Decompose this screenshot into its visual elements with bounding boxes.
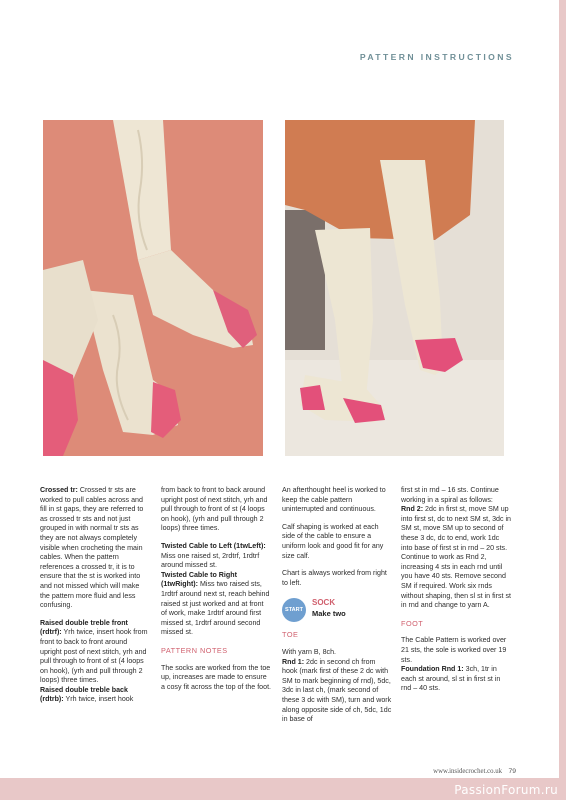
rdtrf-paragraph (40, 619, 150, 686)
crossed-tr-text: Crossed tr sts are worked to pull cables across and fill in st gaps, they are referred to as crossed tr sts and not just grouped in with normal tr sts as they are not always completely visible when crocheting the main cables. When the pattern references a crossed tr, it is to ensure that the st is worked into and not missed which will make the pattern more fluid and less confusing. (40, 486, 144, 610)
rnd1-paragraph (282, 658, 392, 725)
page-edge-border (559, 0, 566, 800)
twleft-paragraph (161, 542, 271, 571)
rdtrb-paragraph (40, 686, 150, 705)
rdtrf-text: Yrh twice, insert hook from front to back to front around upright post of next stitch, yrh and pull through to front of st (4 loops on hook), (yrh and pull through 2 loops) three times. (40, 628, 148, 685)
section-header: PATTERN INSTRUCTIONS (359, 52, 514, 62)
foot-text: The Cable Pattern is worked over 21 sts, the sole is worked over 19 sts. (401, 636, 507, 664)
pattern-notes-text: The socks are worked from the toe up, increases are made to ensure a cosy fit across the top of the foot. (161, 663, 272, 691)
term-rdtrf: Raised double treble front (rdtrf): (40, 618, 128, 637)
start-badge: START (282, 598, 306, 622)
sock-heading-row (282, 596, 392, 626)
chart-paragraph: Chart is always worked from right to left. (282, 569, 387, 587)
rnd2-text: 2dc in first st, move SM up into first st, dc to next SM st, 3dc in SM st, move SM up to second of these 3 dc, dc to end, work 1dc into base of first st in rnd – 20 sts. Continue to work as Rnd 2, increasing 4 sts in each rnd until you have 40 sts. Remove second SM if required. Work six rnds without shaping, then sl st in first st in rnd and change to yarn A. (401, 505, 512, 610)
term-rnd2: Rnd 2: (401, 505, 424, 514)
sock-heading: SOCK (312, 598, 336, 608)
term-crossed-tr: Crossed tr: (40, 486, 78, 494)
rdtrb-text: Yrh twice, insert hook (63, 695, 134, 704)
heel-paragraph: An afterthought heel is worked to keep the cable pattern uninterrupted and continuous. (282, 486, 386, 514)
photo-socks-worn (285, 120, 504, 456)
toe-yarn-text: With yarn B, 8ch. (282, 647, 337, 656)
crossed-tr-paragraph (40, 486, 150, 611)
foot-heading: FOOT (401, 618, 424, 628)
term-foundation-rnd1: Foundation Rnd 1: (401, 665, 464, 674)
term-rnd1: Rnd 1: (282, 657, 305, 666)
spiral-paragraph: first st in rnd – 16 sts. Continue working in a spiral as follows: (401, 486, 499, 504)
footer-website: www.insidecrochet.co.uk (433, 768, 502, 775)
twright-paragraph (161, 571, 271, 638)
sock-subheading: Make two (312, 609, 346, 619)
calf-paragraph: Calf shaping is worked at each side of the cable to ensure a uniform look and good fit for any size calf. (282, 522, 384, 560)
text-column-1 (40, 486, 150, 713)
twleft-text: Miss one raised st, 2rdtrf, 1rdtrf around missed st. (161, 551, 260, 570)
pattern-notes-heading: PATTERN NOTES (161, 645, 228, 655)
twright-text: Miss two raised sts, 1rdtrf around next st, reach behind raised st just worked and at front of work, make 1rdtrf around first missed st, 1rdtrf around second missed st. (161, 580, 270, 637)
foundation-rnd1-paragraph (401, 665, 511, 694)
text-column-4 (401, 486, 511, 702)
rdtrb-continued: from back to front to back around upright post of next stitch, yrh and pull through to front of st (4 loops on hook), (yrh and pull through 2 loops) three times. (161, 486, 268, 533)
text-column-2 (161, 486, 271, 700)
term-rdtrb: Raised double treble back (rdtrb): (40, 685, 128, 704)
page-number: 79 (508, 768, 516, 775)
term-twright: Twisted Cable to Right (1twRight): (161, 570, 237, 589)
photo-socks-flat (43, 120, 263, 456)
text-column-3 (282, 486, 392, 733)
rnd2-paragraph (401, 505, 511, 611)
toe-heading: TOE (282, 630, 299, 640)
watermark: PassionForum.ru (454, 783, 558, 797)
term-twleft: Twisted Cable to Left (1twLeft): (161, 541, 266, 550)
rnd1-text: 2dc in second ch from hook (mark first of these 2 dc with SM to mark beginning of rnd), 5dc, 3dc in last ch, (mark second of these 3 dc with SM), turn and work along opposite side of ch, 5dc, 1dc in base of (282, 657, 392, 724)
foundation-rnd1-text: 3ch, 1tr in each st around, sl st in first st in rnd – 40 sts. (401, 665, 501, 693)
